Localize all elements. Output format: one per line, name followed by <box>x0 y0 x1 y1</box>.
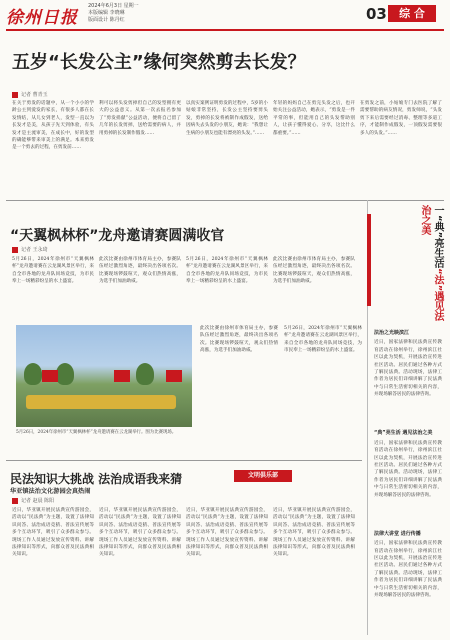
article3-body <box>12 507 362 635</box>
article1-col-5: 在剪发之前，小姑娘专门去医院了解了需要帮助的病友情况，剪发师说，“头发剪下来后需要经过消毒、整理等多道工序，才能制作成假发，一顶假发需要很多人的头发。”…… <box>360 101 442 136</box>
sidebar-paragraph-3: 近日，国家法律和民法典宣传教育活动在徐州举行，徐州滨江社区以此为契机，开展法治宣传进社区活动。居民们通过各种方式了解民法典。活动现场，法律工作者为居民们详细讲解了民法典中与日常生活密切相关的内容，并现场解答居民的法律咨询。 <box>374 541 442 599</box>
page-editor: 本版编辑 李晓琳 <box>88 10 125 16</box>
article1-headline: 五岁“长发公主”缘何突然剪去长发？ <box>12 52 306 73</box>
flag-shape <box>114 370 130 382</box>
article2-col-6: 5月26日，2024年徐州市“天翼枫林杯”龙舟邀请赛在云龙湖风景区举行，来自全市各地的龙舟队同场竞技，为市民奉上一场精彩纷呈的水上盛宴。 <box>284 326 362 354</box>
sidebar-paragraph-1: 近日，国家法律和民法典宣传教育活动在徐州举行，徐州滨江社区以此为契机，开展法治宣传进社区活动。居民们通过各种方式了解民法典。活动现场，法律工作者为居民们详细讲解了民法典中与日常生活密切相关的内容，并现场解答居民的法律咨询。 <box>374 340 442 398</box>
article2-headline: “天翼枫林杯”龙舟邀请赛圆满收官 <box>10 228 225 244</box>
sidebar-accent <box>367 214 371 306</box>
article2-col-4: 此次比赛由徐州市体育局主办，参赛队伍经过激烈角逐，最终决出各项名次。比赛现场锣鼓喧天，观众们热情高涨，为选手们加油助威。 <box>273 257 355 285</box>
article1-col-4: 年轻的妈妈自己在剪完头发之后，也开始关注公益活动，她表示，“剪发是一件平常的事，但能用自己的头发帮助别人，让孩子懂得爱心、分享，这比什么都重要。”…… <box>273 101 355 136</box>
issue-meta <box>88 3 139 24</box>
article2-col-1: 5月26日，2024年徐州市“天翼枫林杯”龙舟邀请赛在云龙湖风景区举行，来自全市各地的龙舟队同场竞技，为市民奉上一场精彩纷呈的水上盛宴。 <box>12 257 94 285</box>
article1-col-1: 在关于剪发的话题中，从一个小小的学龄公主到爱发的家长，有很多人都在长发情结，从儿女到老人，发型一直以为长发才是美，从孩子先天到体验，有头发才是主流审美，在成长中，好的发型的确能够带来审美上的满足。本来剪发是一个剪去的过程，在剪发前…… <box>12 101 94 151</box>
photo-caption: 5月26日，2024年徐州市“天翼枫林杯”龙舟邀请赛在云龙湖举行。图为比赛现场。 <box>16 430 177 435</box>
tree-shape <box>24 363 42 385</box>
masthead <box>0 0 450 30</box>
flag-shape <box>166 370 182 382</box>
article2-body <box>12 256 362 322</box>
page-number: 03 <box>366 5 387 23</box>
tree-shape <box>56 363 74 385</box>
sidebar-body <box>374 330 442 630</box>
byline-mark-icon <box>12 247 18 253</box>
dragon-boat-photo <box>16 325 192 427</box>
masthead-rule <box>6 29 444 31</box>
article1-byline: 记者 曹青玉 <box>12 91 48 98</box>
article2-byline: 记者 王永琦 <box>12 246 48 253</box>
page-designer: 版面设计 陈丹红 <box>88 17 125 23</box>
article2-col-3: 5月26日，2024年徐州市“天翼枫林杯”龙舟邀请赛在云龙湖风景区举行，来自全市各地的龙舟队同场竞技，为市民奉上一场精彩纷呈的水上盛宴。 <box>186 257 268 285</box>
issue-date: 2024年6月3日 星期一 <box>88 3 139 9</box>
section-label: 综 合 <box>388 5 436 22</box>
article1-col-3: 以真实案例证明剪发的过程中，5岁的小姑娘非常坚持，长发公主坚持要剪头发，剪掉的长发将被制作成假发，送给因病失去头发的小朋友，她说：“我想让生病的小朋友也能有漂亮的头发。”…… <box>186 101 268 136</box>
article3-col-1: 近日，华亚镇开展民法典宣传游园会，活动以“民法典”为主题，设置了法律知识问答、法治成语竞猜、普法宣传展等多个互动环节，吸引了众多群众参与。现场工作人员通过发放宣传资料、讲解法律知识等形式，向群众普及民法典相关知识。 <box>12 508 94 558</box>
article2-col-5: 此次比赛由徐州市体育局主办，参赛队伍经过激烈角逐，最终决出各项名次。比赛现场锣鼓喧天，观众们热情高涨，为选手们加油助威。 <box>200 326 278 354</box>
newspaper-logo: 徐州日报 <box>6 8 78 28</box>
article2-col-2: 此次比赛由徐州市体育局主办，参赛队伍经过激烈角逐，最终决出各项名次。比赛现场锣鼓喧天，观众们热情高涨，为选手们加油助威。 <box>99 257 181 285</box>
section-divider <box>6 460 362 461</box>
article3-headline: 民法知识大挑战 法治成语我来猜 <box>10 472 183 486</box>
article3-col-4: 近日，华亚镇开展民法典宣传游园会，活动以“民法典”为主题，设置了法律知识问答、法治成语竞猜、普法宣传展等多个互动环节，吸引了众多群众参与。现场工作人员通过发放宣传资料、讲解法律知识等形式，向群众普及民法典相关知识。 <box>273 508 355 558</box>
article3-col-3: 近日，华亚镇开展民法典宣传游园会，活动以“民法典”为主题，设置了法律知识问答、法治成语竞猜、普法宣传展等多个互动环节，吸引了众多群众参与。现场工作人员通过发放宣传资料、讲解法律知识等形式，向群众普及民法典相关知识。 <box>186 508 268 558</box>
article3-subtitle: 华亚镇法治文化游园会真热闹 <box>10 488 91 495</box>
sidebar-paragraph-2: 近日，国家法律和民法典宣传教育活动在徐州举行，徐州滨江社区以此为契机，开展法治宣传进社区活动。居民们通过各种方式了解民法典。活动现场，法律工作者为居民们详细讲解了民法典中与日常生活密切相关的内容，并现场解答居民的法律咨询。 <box>374 440 442 498</box>
article3-col-2: 近日，华亚镇开展民法典宣传游园会，活动以“民法典”为主题，设置了法律知识问答、法治成语竞猜、普法宣传展等多个互动环节，吸引了众多群众参与。现场工作人员通过发放宣传资料、讲解法律知识等形式，向群众普及民法典相关知识。 <box>99 508 181 558</box>
flag-shape <box>42 370 58 382</box>
boat-shape <box>26 395 176 409</box>
sidebar-headline: 一“典”亮生活“法”遇见法治之美 <box>419 205 443 322</box>
article1-body <box>12 100 442 198</box>
sidebar-subhead-3: 法律大讲堂 进行传播 <box>374 530 421 537</box>
sidebar-subhead-1: 法治之光映滨江 <box>374 330 410 336</box>
sidebar-subhead-2: “典”亮生活 遇见法治之美 <box>374 430 433 437</box>
tree-shape <box>136 363 154 385</box>
article3-byline: 记者 赵晨 陈阳 <box>12 497 54 504</box>
byline-mark-icon <box>12 498 18 504</box>
article2-continued <box>200 325 362 450</box>
club-badge: 文明俱乐部 <box>234 470 292 482</box>
byline-mark-icon <box>12 92 18 98</box>
article1-col-2: 利可以将头发剪掉但自己的发型拥有更大的公益意义。从第一次去报名参加了“剪发捐献”公益活动，便将自己留了几年的长发剪掉，送给需要的病人，并用剪掉的长发制作假发…… <box>99 101 181 136</box>
